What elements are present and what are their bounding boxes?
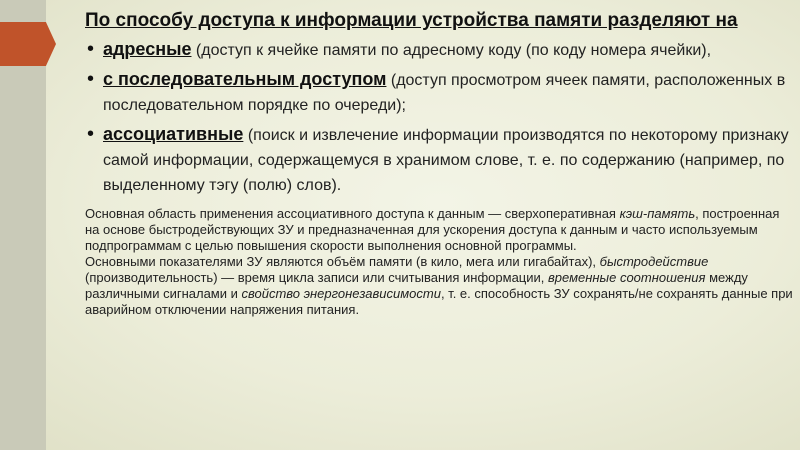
italic-term: временные соотношения: [548, 270, 706, 285]
text-run: (производительность) — время цикла записи или считывания информации,: [85, 270, 548, 285]
bullet-item-sequential: [85, 67, 793, 118]
text-run: между различными сигналами и: [85, 270, 748, 301]
bullet-list: [85, 37, 793, 198]
paragraph-cache: [85, 206, 793, 254]
paragraph-metrics: [85, 254, 793, 318]
text-run: , построенная на основе быстродействующих ЗУ и предназначенная для ускорения доступа к данным и часто используемым подпрограммам с целью повышения скорости выполнения основной программы.: [85, 206, 780, 253]
slide-content: [85, 8, 793, 318]
text-run: Основными показателями ЗУ являются объём памяти (в кило, мега или гигабайтах),: [85, 254, 600, 269]
bullet-term: адресные: [103, 39, 192, 59]
text-run: Основная область применения ассоциативного доступа к данным — сверхоперативная: [85, 206, 620, 221]
italic-term: быстродействие: [599, 254, 709, 269]
italic-term: кэш-память: [619, 206, 696, 221]
bullet-desc: (доступ просмотром ячеек памяти, расположенных в последовательном порядке по очереди);: [103, 72, 786, 114]
accent-flag: [0, 22, 56, 66]
italic-term: свойство энергонезависимости: [241, 286, 441, 301]
slide-title: По способу доступа к информации устройства памяти разделяют на: [85, 10, 738, 31]
text-run: , т. е. способность ЗУ сохранять/не сохранять данные при аварийном отключении напряжения питания.: [85, 286, 793, 317]
side-bar-decoration: [0, 0, 46, 450]
body-text: [85, 206, 793, 318]
bullet-term: с последовательным доступом: [103, 69, 387, 89]
bullet-term: ассоциативные: [103, 124, 244, 144]
bullet-item-address: [85, 37, 793, 63]
bullet-item-associative: [85, 122, 793, 198]
bullet-desc: (доступ к ячейке памяти по адресному коду (по коду номера ячейки),: [191, 42, 712, 59]
bullet-desc: (поиск и извлечение информации производятся по некоторому признаку самой информации, содержащемуся в хранимом слове, т. е. по содержанию (например, по выделенному тэгу (полю) слов).: [103, 127, 789, 194]
